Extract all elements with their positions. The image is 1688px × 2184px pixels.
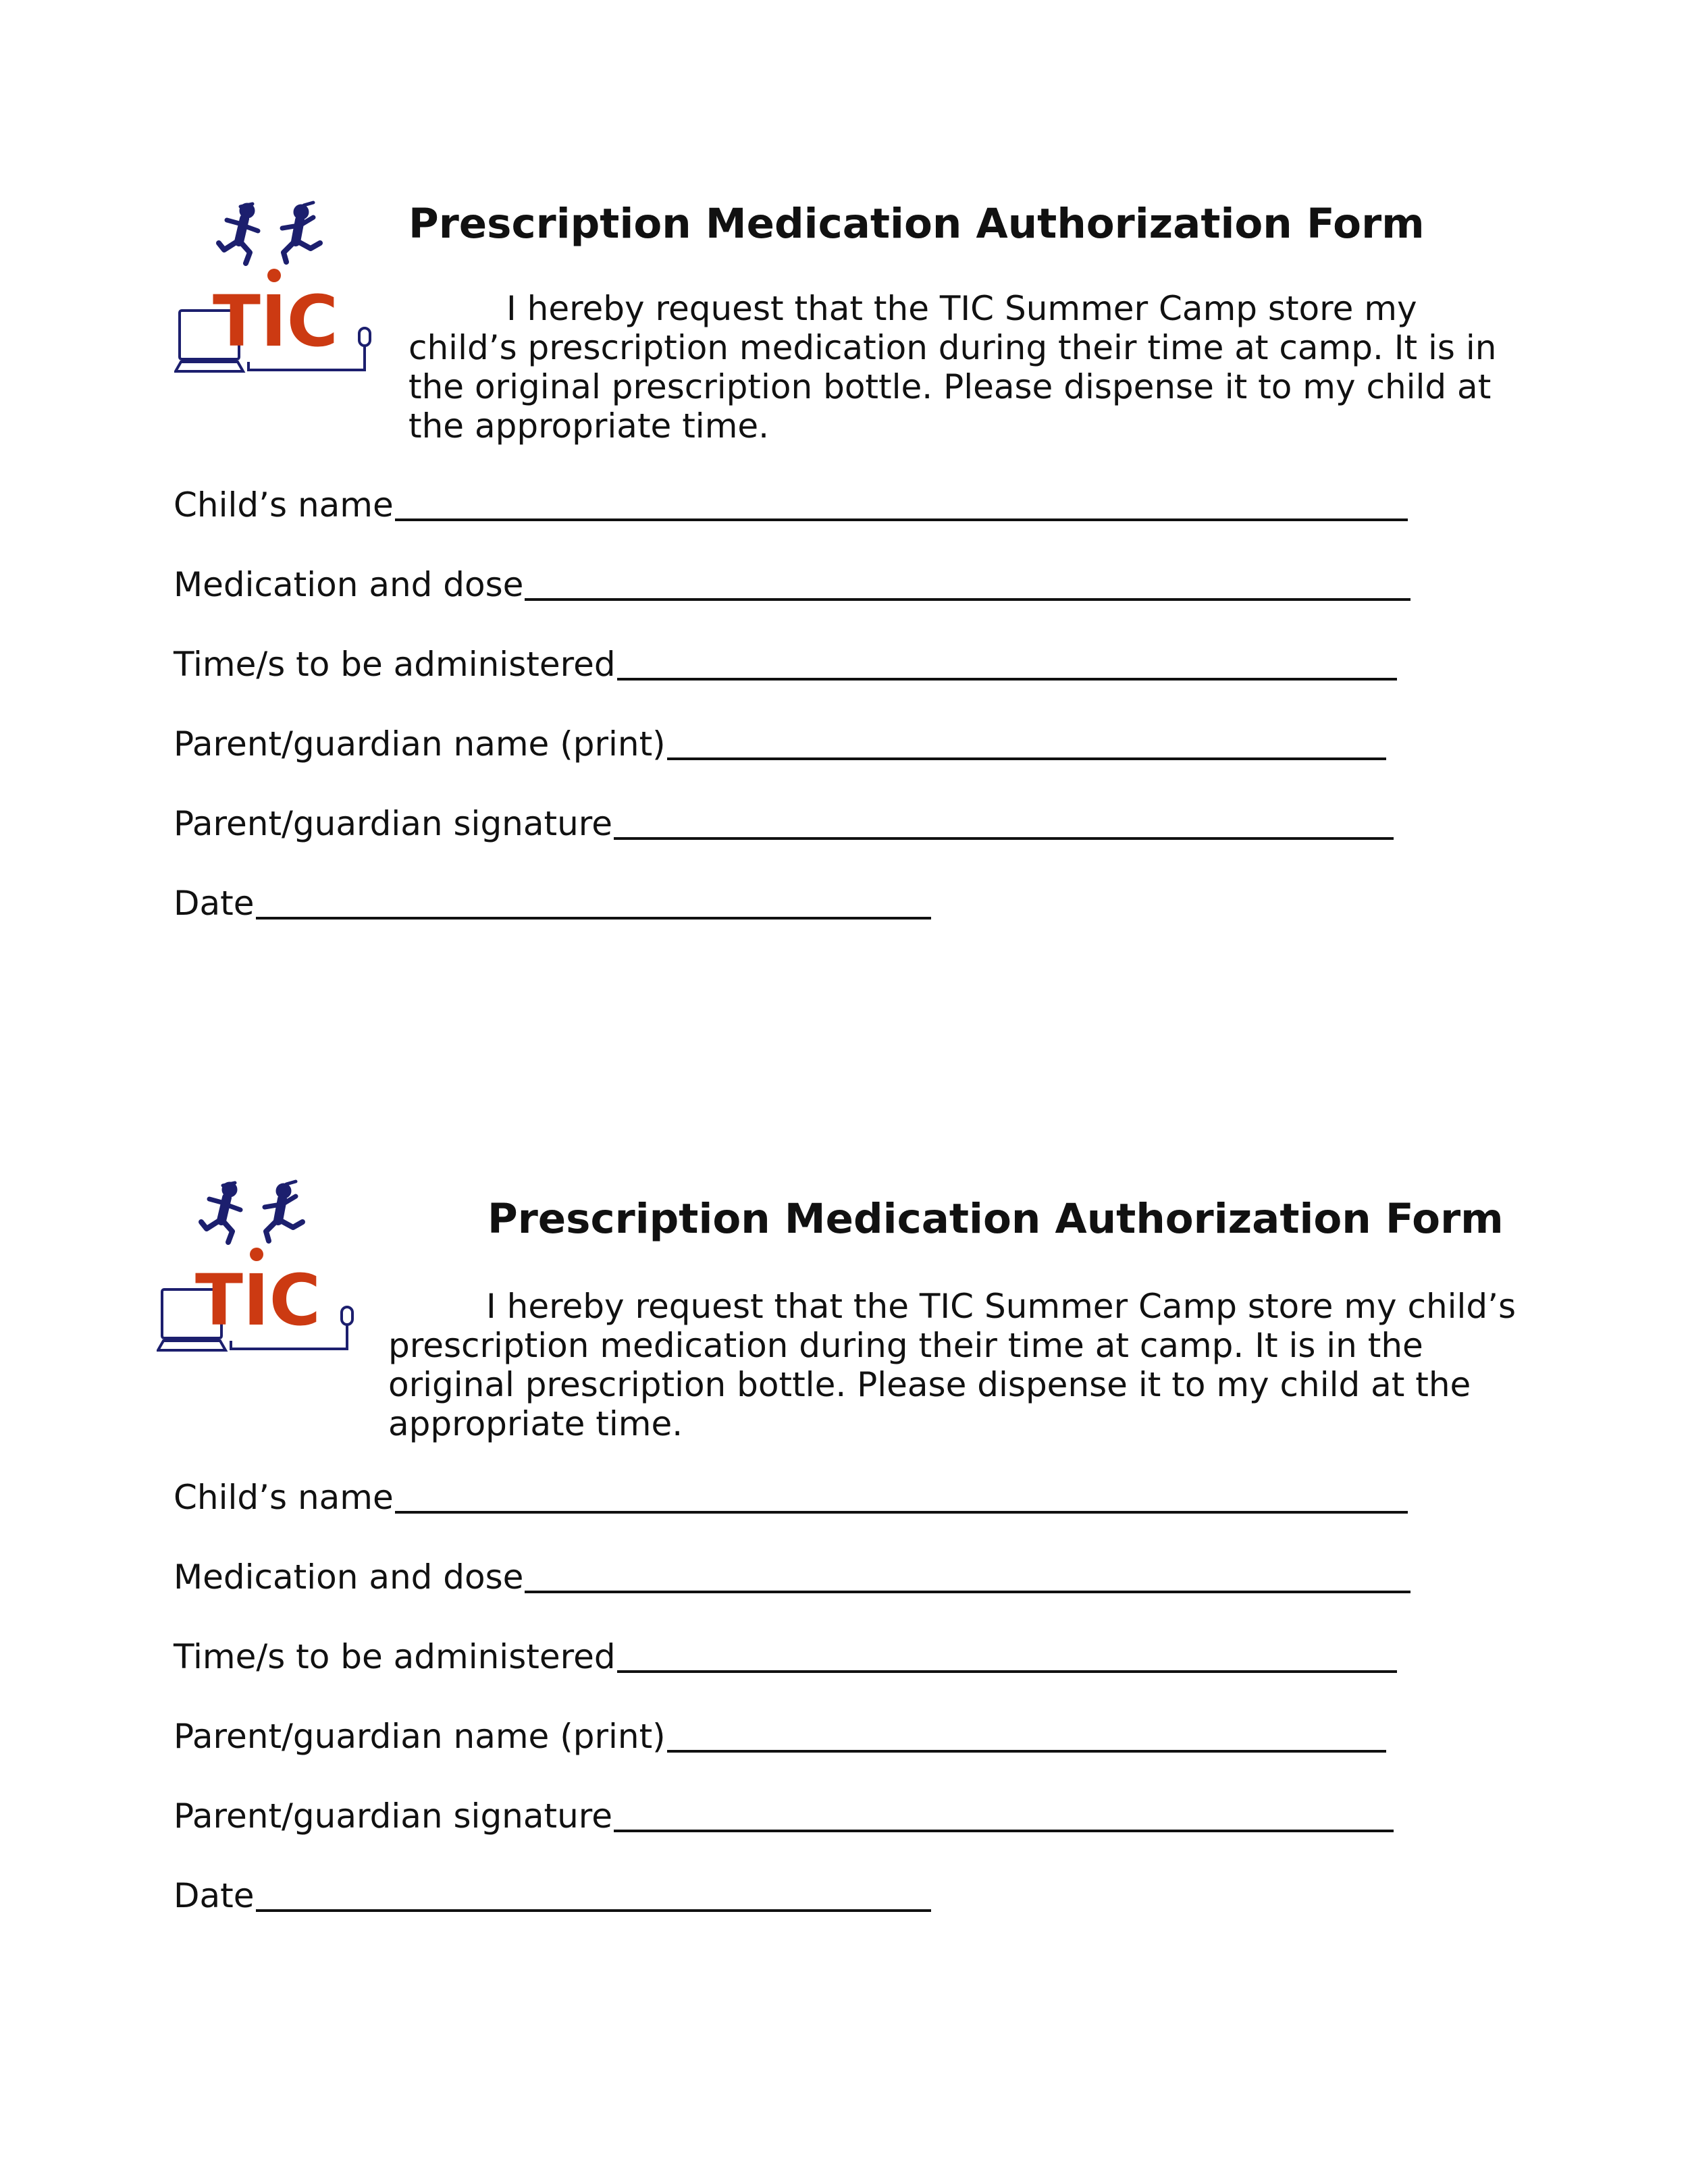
medication-dose-blank[interactable]	[525, 563, 1410, 601]
medication-dose-field	[174, 563, 1410, 643]
guardian-name-blank[interactable]	[667, 722, 1386, 760]
childs-name-blank[interactable]	[395, 483, 1408, 521]
guardian-signature-label: Parent/guardian signature	[174, 1796, 613, 1836]
guardian-signature-field	[174, 1794, 1410, 1874]
guardian-name-label: Parent/guardian name (print)	[174, 724, 666, 764]
form-fields	[174, 1476, 1410, 1954]
date-field	[174, 1874, 1410, 1954]
date-label: Date	[174, 1876, 255, 1915]
administration-times-blank[interactable]	[617, 643, 1397, 681]
authorization-statement	[388, 1287, 1536, 1443]
medication-dose-label: Medication and dose	[174, 565, 524, 604]
authorization-statement	[408, 289, 1556, 446]
statement-line-3: the original prescription bottle. Please dispense it to my child at	[408, 367, 1492, 406]
medication-dose-blank[interactable]	[525, 1555, 1410, 1593]
administration-times-field	[174, 1635, 1410, 1715]
guardian-name-field	[174, 722, 1410, 802]
guardian-signature-blank[interactable]	[614, 802, 1394, 840]
form-title: Prescription Medication Authorization Form	[408, 200, 1425, 248]
childs-name-blank[interactable]	[395, 1476, 1408, 1514]
tic-logo	[174, 196, 377, 398]
guardian-signature-field	[174, 802, 1410, 882]
administration-times-field	[174, 643, 1410, 722]
administration-times-label: Time/s to be administered	[174, 1637, 616, 1676]
childs-name-field	[174, 1476, 1410, 1555]
guardian-signature-label: Parent/guardian signature	[174, 804, 613, 843]
running-kids-icon	[201, 1181, 302, 1242]
authorization-form-1	[0, 0, 1688, 1053]
childs-name-label: Child’s name	[174, 485, 394, 525]
date-blank[interactable]	[256, 1874, 931, 1912]
running-kids-icon	[219, 203, 320, 263]
form-fields	[174, 483, 1410, 961]
guardian-signature-blank[interactable]	[614, 1794, 1394, 1832]
tic-logo	[157, 1175, 359, 1377]
statement-line-2: prescription medication during their time at camp. It is in the	[388, 1326, 1423, 1365]
form-title: Prescription Medication Authorization Form	[487, 1195, 1504, 1243]
statement-line-1: I hereby request that the TIC Summer Camp store my	[506, 289, 1417, 328]
guardian-name-blank[interactable]	[667, 1715, 1386, 1753]
guardian-name-label: Parent/guardian name (print)	[174, 1717, 666, 1756]
guardian-name-field	[174, 1715, 1410, 1794]
tic-logo-text: TIC	[195, 1259, 321, 1341]
childs-name-label: Child’s name	[174, 1478, 394, 1517]
childs-name-field	[174, 483, 1410, 563]
tic-logo-text: TIC	[213, 280, 338, 363]
medication-dose-field	[174, 1555, 1410, 1635]
statement-line-4: the appropriate time.	[408, 406, 770, 446]
date-field	[174, 882, 1410, 961]
date-label: Date	[174, 884, 255, 923]
administration-times-blank[interactable]	[617, 1635, 1397, 1673]
statement-line-3: original prescription bottle. Please dispense it to my child at the	[388, 1365, 1471, 1404]
medication-dose-label: Medication and dose	[174, 1557, 524, 1597]
statement-line-2: child’s prescription medication during their time at camp. It is in	[408, 328, 1497, 367]
authorization-form-2	[0, 992, 1688, 2046]
statement-line-1: I hereby request that the TIC Summer Camp store my child’s	[486, 1287, 1516, 1326]
date-blank[interactable]	[256, 882, 931, 920]
statement-line-4: appropriate time.	[388, 1404, 683, 1443]
administration-times-label: Time/s to be administered	[174, 645, 616, 684]
